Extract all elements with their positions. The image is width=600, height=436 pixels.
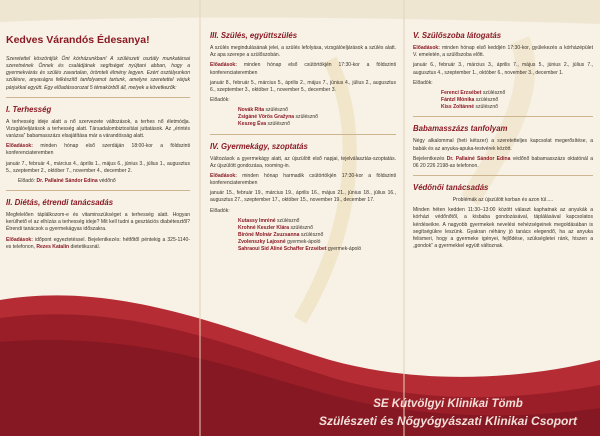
section-heading-babamasszazs: Babamasszázs tanfolyam xyxy=(413,124,508,134)
section-heading-gyermekagy: IV. Gyermekágy, szoptatás xyxy=(210,141,308,151)
section-text: Minden héten kedden 11:30–13:00 között választ kaphatnak az anyukák a kórházi védőnőtől, a kisbaba gondozásával, táplálásával kapcsolatos kérdéseikre. A nagyobb gyermekek nevelési nehézségeinek megoldásában is segítségükre leszünk. Gyakran néhány jó tanács elegendő, ha az anyuka felismeri, hogy a gyermeke igényei, fejlődése, szükségletei ránk, hiszen a „gondok” a gyermekkel együtt változnak. xyxy=(413,207,593,249)
dietitian-name: Rezes Katalin xyxy=(36,243,70,250)
instructor-name: Dr. Pallainé Sándor Edina xyxy=(446,155,511,162)
lecture-label: Előadások: xyxy=(210,62,237,69)
section-text: Változások a gyermekágy alatt, az újszülött első napjai, tejelválasztás-szoptatás. Az újszülött gondozása, rooming-in. xyxy=(210,155,396,169)
intro-text: Szeretettel köszöntjük Önt kórházunkban! A szülészeti osztály munkatársai szeretnének Önnek és családjának segítséget nyújtani abban, hogy a gyermekvárás és szülés zavartalan, örömteli élmény legyen. Ezért osztályunkon szülésre, anyaságra felkészítő tanfolyamot tartunk, amelyre szeretettel várjuk párjukkal együtt. Egy előadássorozat 5 témakörből áll, melyek a következők: xyxy=(6,55,190,91)
lecture-dates: január 6., február 3., március 3., április 7., május 5., június 2., július 7., augusztus 4., szeptember 1., október 6., november 3., december 1. xyxy=(413,62,593,76)
lecture-label: Előadások: xyxy=(413,45,440,52)
lecture-label: Előadások: xyxy=(6,236,33,243)
lecture-schedule: minden hónap első csütörtökjén 17:30-kor a földszinti konferenciateremben xyxy=(210,62,397,76)
presenter-item: Novák Rita szülésznő xyxy=(238,107,288,114)
page-title: Kedves Várandós Édesanya! xyxy=(6,34,150,46)
presenter-item: Sahraoui Sid Aliné Schaffer Erzsébet gyermek-ápoló xyxy=(238,246,362,253)
lecture-info xyxy=(6,143,190,157)
presenter-list xyxy=(413,80,593,87)
presenter-item: Kutassy Imréné szülésznő xyxy=(238,217,300,224)
lecture-dates: január 7., február 4., március 4., április 1., május 6., június 3., július 1., augusztus 5., szeptember 2., október 7., november 4., december 2. xyxy=(6,160,190,174)
presenter-item: Fántzl Mónika szülésznő xyxy=(441,97,499,103)
divider xyxy=(6,97,190,98)
presenter-name: Dr. Pallainé Sándor Edina xyxy=(36,177,98,184)
presenter-label: Előadó: xyxy=(18,177,36,184)
registration-label: Bejelentkezés xyxy=(413,155,445,162)
footer-department: Szülészeti és Nőgyógyászati Klinikai Csoport xyxy=(318,414,578,428)
presenter-role: védőnő xyxy=(99,177,116,184)
divider xyxy=(413,116,593,117)
section-subtitle: Problémák az újszülött korban és azon túl..... xyxy=(452,197,554,204)
lecture-info xyxy=(6,237,190,251)
presenter-names xyxy=(413,90,593,111)
section-heading-szuloszoba: V. Szülőszoba látogatás xyxy=(413,31,502,40)
section-text: Megfelelően táplálkozom-e és vitaminszükséget a terhesség alatt. Hogyan kerülhető el az elhízás a terhesség ideje? Mit kell tudni a gesztációs diabétesztől? Étrendi tanácsok a gyermekágyas időszakra. xyxy=(6,212,190,233)
presenter-names xyxy=(210,218,396,254)
presenter-label: Előadók: xyxy=(210,207,230,214)
presenter-label: Előadók: xyxy=(210,97,230,103)
lecture-schedule: minden hónap első keddjén 17:30-kor, gyülekezés a kórházépület V. emeletén, a szülőszoba előtt. xyxy=(413,45,593,59)
lecture-info xyxy=(210,62,396,76)
lecture-schedule: időpont egyeztetéssel. Bejelentkezés: hétfőtől péntekig a 325-1140-es telefonon, xyxy=(6,236,191,250)
lecture-info xyxy=(413,45,593,59)
presenter-line xyxy=(6,178,190,185)
presenter-item: Keszeg Éva szülésznő xyxy=(238,121,290,128)
footer-institution: SE Kútvölgyi Klinikai Tömb xyxy=(373,398,523,410)
section-heading-dieta: II. Diétás, étrendi tanácsadás xyxy=(6,198,114,207)
dietitian-role: dietetikusnál. xyxy=(70,243,101,250)
presenter-item: Kiss Zoltánné szülésznő xyxy=(441,104,498,111)
presenter-item: Zvolenszky Lajosné gyermek-ápoló xyxy=(238,239,321,246)
presenter-item: Zsigáné Vörös Gražyna szülésznő xyxy=(238,114,318,121)
divider xyxy=(6,190,190,191)
presenter-list xyxy=(210,208,396,215)
presenter-item: Bíróné Molnár Zsuzsanna szülésznő xyxy=(238,232,324,239)
section-text: A terhesség ideje alatt a nő szervezete változások, a terhes nő életmódja. Vizsgálóeljárások a terhesség alatt. Társadalombiztosítási juttatások. Az „érintés varázsa” babamasszázs elsajátítása már a várandósság alatt. xyxy=(6,118,190,140)
lecture-schedule: minden hónap első szerdáján 18:00-kor a földszinti konferenciateremben xyxy=(6,143,191,157)
lecture-info xyxy=(210,173,396,187)
column-1 xyxy=(6,0,190,254)
section-heading-vedonoi: Védőnői tanácsadás xyxy=(413,183,489,192)
lecture-label: Előadások: xyxy=(6,143,33,150)
column-3 xyxy=(413,0,593,253)
presenter-item: Ferenci Erzsébet szülésznő xyxy=(441,89,506,96)
lecture-label: Előadások: xyxy=(210,173,237,179)
presenter-label: Előadók: xyxy=(413,79,433,86)
column-2 xyxy=(210,0,396,254)
presenter-item: Krohné Keszler Klára szülésznő xyxy=(238,224,313,231)
divider xyxy=(210,134,396,135)
registration-info xyxy=(413,156,593,170)
section-text: Négy alkalommal (heti kétszer) a szeretetteljes kapcsolat megerősítése, a babák és az anyuka-apuka-testvérek között. xyxy=(413,138,593,152)
presenter-names xyxy=(210,107,396,128)
lecture-dates: január 8., február 5., március 5., április 2., május 7., június 4., július 2., augusztus 6., szeptember 3., október 1., november 5., december 3. xyxy=(210,79,396,93)
section-heading-terhesseg: I. Terhesség xyxy=(6,104,52,114)
registration-text: védőnő babamasszázs oktatónál a 06 20 226 2198-as telefonon. xyxy=(413,155,593,169)
lecture-dates: január 15., február 19., március 19., április 16., május 21., június 18., július 16., augusztus 27., szeptember 17., október 15., november 19., december 17. xyxy=(210,190,396,204)
divider xyxy=(413,175,593,176)
section-heading-szules: III. Szülés, együttszülés xyxy=(210,31,298,40)
section-text: A szülés megindulásának jelei, a szülés lefolyása, vizsgálóeljárások a szülés alatt. Az apa szerepe a szülőszobán. xyxy=(210,45,396,59)
presenter-list xyxy=(210,97,396,104)
lecture-schedule: minden hónap harmadik csütörtökjén 17:30-kor a földszinti konferenciateremben xyxy=(210,173,396,187)
